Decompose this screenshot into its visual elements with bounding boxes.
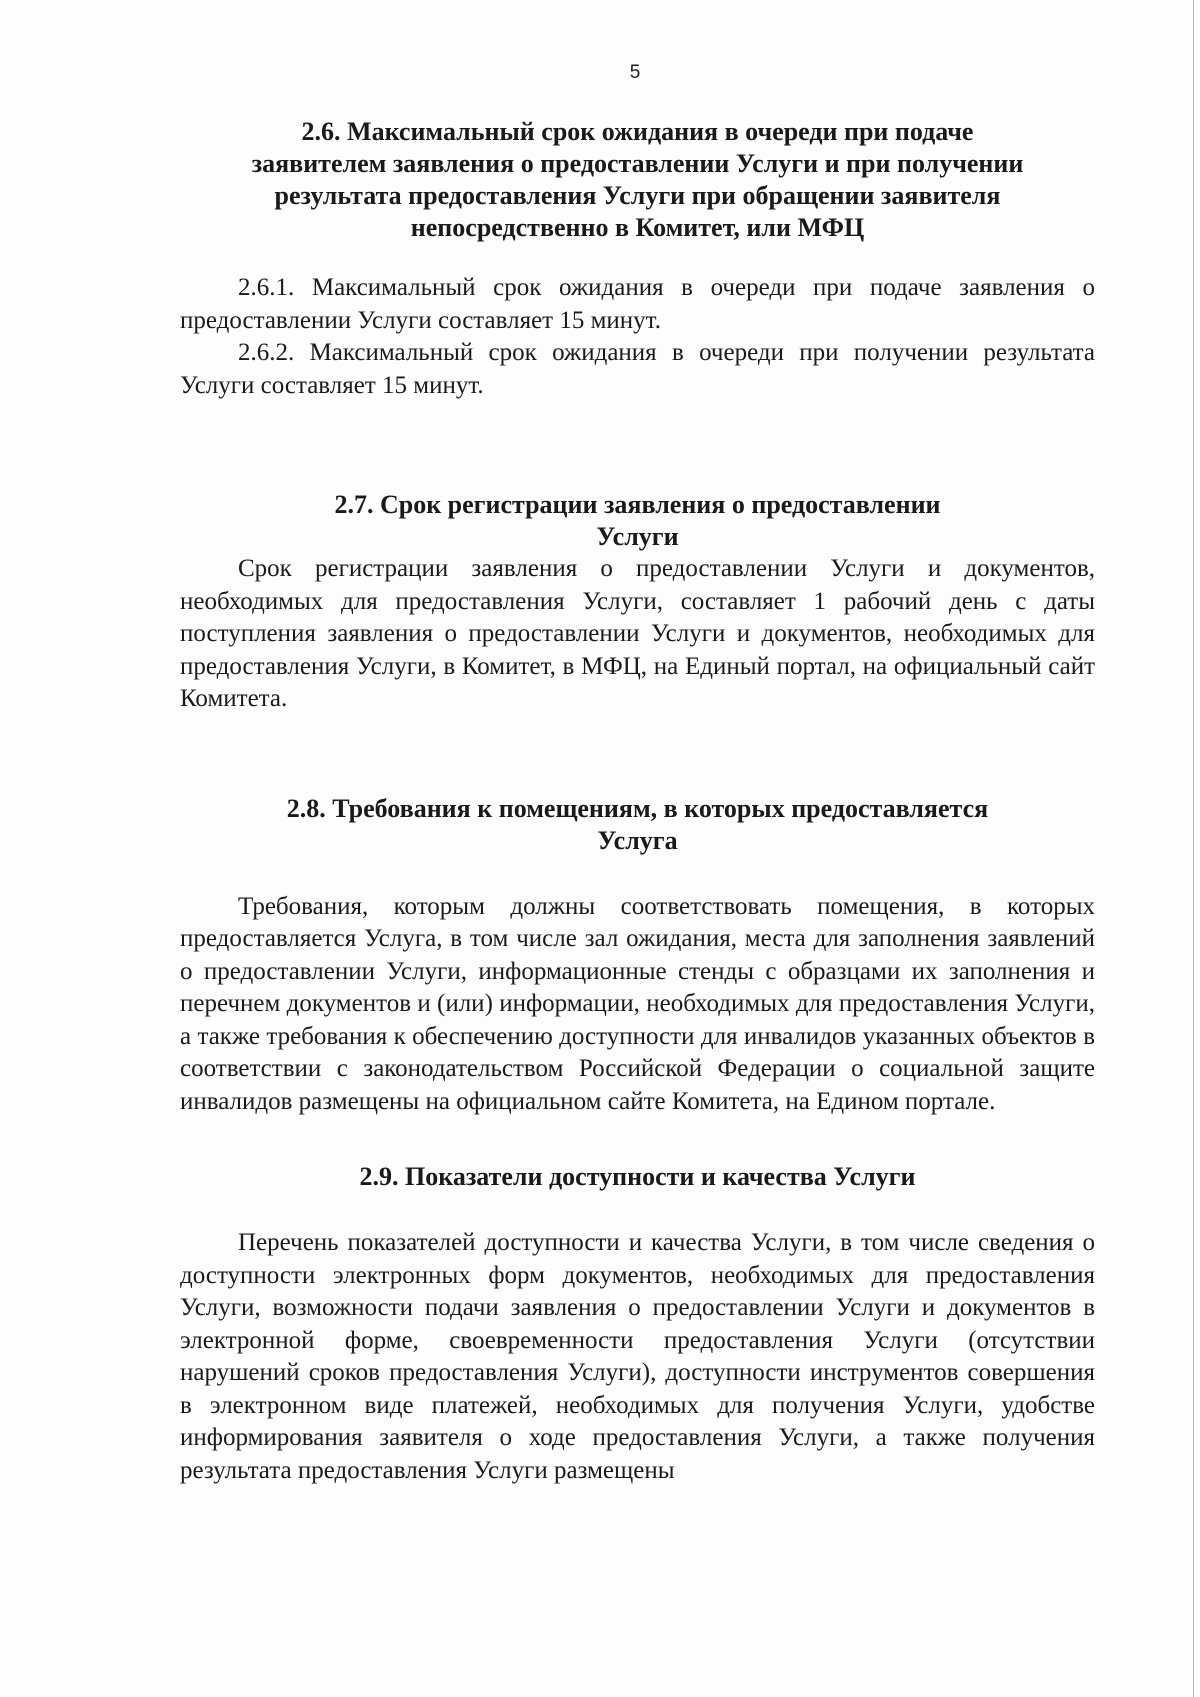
section-2-6-heading bbox=[180, 116, 1095, 244]
section-2-8-heading-line-2: Услуга bbox=[597, 825, 678, 855]
section-2-8 bbox=[180, 793, 1095, 1119]
paragraph-2-6-2: 2.6.2. Максимальный срок ожидания в очереди при получении результата Услуги составляет 15 минут. bbox=[180, 339, 1095, 399]
paragraph-2-8: Требования, которым должны соответствовать помещения, в которых предоставляется Услуга, в том числе зал ожидания, места для заполнения заявлений о предоставлении Услуги, информационные стенды с образцами их заполнения и перечнем документов и (или) информации, необходимых для предоставления Услуги, а также требования к обеспечению доступности для инвалидов указанных объектов в соответствии с законодательством Российской Федерации о социальной защите инвалидов размещены на официальном сайте Комитета, на Едином портале. bbox=[180, 892, 1095, 1115]
section-2-7-heading bbox=[180, 489, 1095, 553]
section-2-8-heading bbox=[180, 793, 1095, 857]
section-2-6-heading-line-2: заявителем заявления о предоставлении Услуги и при получении bbox=[251, 149, 1024, 178]
section-2-6-heading-line-3: результата предоставления Услуги при обращении заявителя bbox=[274, 181, 1001, 210]
section-2-7-heading-line-1: 2.7. Срок регистрации заявления о предоставлении bbox=[334, 490, 941, 519]
section-2-8-heading-line-1: 2.8. Требования к помещениям, в которых предоставляется bbox=[286, 793, 989, 823]
section-2-7-heading-line-2: Услуги bbox=[596, 522, 679, 551]
paragraph-2-7: Срок регистрации заявления о предоставлении Услуги и документов, необходимых для предоставления Услуги, составляет 1 рабочий день с даты поступления заявления о предоставлении Услуги и документов, необходимых для предоставления Услуги, в Комитет, в МФЦ, на Единый портал, на официальный сайт Комитета. bbox=[180, 555, 1095, 712]
section-2-9 bbox=[180, 1161, 1095, 1487]
section-2-6-heading-line-4: непосредственно в Комитет, или МФЦ bbox=[410, 213, 865, 242]
scan-edge-line bbox=[1193, 0, 1194, 1697]
paragraph-2-9: Перечень показателей доступности и качества Услуги, в том числе сведения о доступности электронных форм документов, необходимых для предоставления Услуги, возможности подачи заявления о предоставлении Услуги и документов в электронной форме, своевременности предоставления Услуги (отсутствии нарушений сроков предоставления Услуги), доступности инструментов совершения в электронном виде платежей, необходимых для получения Услуги, удобстве информирования заявителя о ходе предоставления Услуги, а также получения результата предоставления Услуги размещены bbox=[180, 1229, 1095, 1484]
section-2-7 bbox=[180, 489, 1095, 716]
section-2-9-heading: 2.9. Показатели доступности и качества Услуги bbox=[359, 1162, 916, 1191]
page-content bbox=[180, 116, 1095, 1487]
paragraph-2-6-1: 2.6.1. Максимальный срок ожидания в очереди при подаче заявления о предоставлении Услуги составляет 15 минут. bbox=[180, 274, 1095, 334]
section-2-6-heading-line-1: 2.6. Максимальный срок ожидания в очереди при подаче bbox=[301, 117, 974, 146]
page-number: 5 bbox=[629, 62, 641, 83]
section-2-6 bbox=[180, 116, 1095, 402]
